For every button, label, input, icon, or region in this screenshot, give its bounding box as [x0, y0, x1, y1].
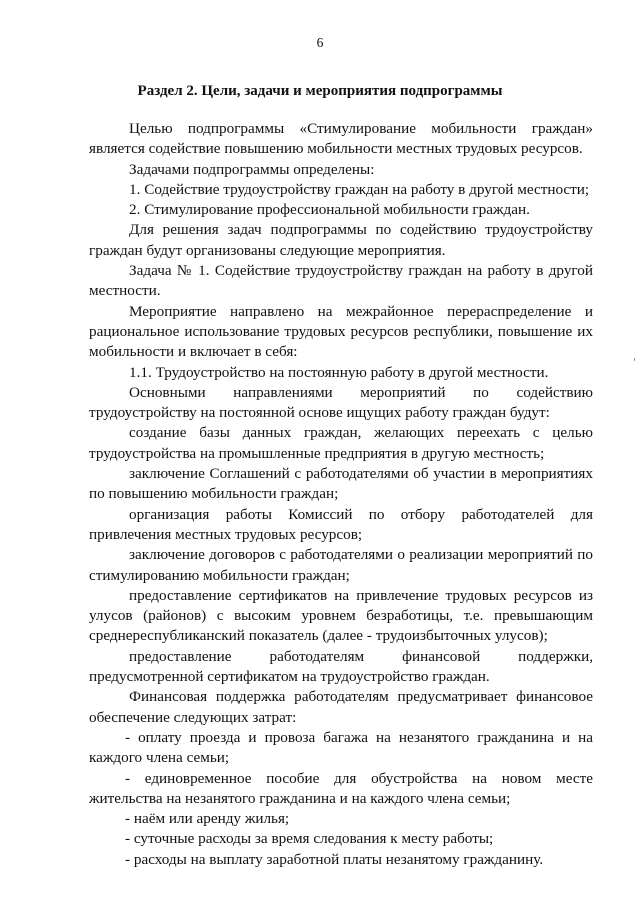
- document-body: [89, 119, 593, 870]
- paragraph-commissions: организация работы Комиссий по отбору работодателей для привлечения местных трудовых ресурсов;: [89, 505, 593, 543]
- paragraph-tasks-intro: Задачами подпрограммы определены:: [129, 160, 375, 178]
- paragraph-financial-support: предоставление работодателям финансовой поддержки, предусмотренной сертификатом на трудоустройство граждан.: [89, 647, 593, 686]
- paragraph-contracts: заключение договоров с работодателями о реализации мероприятий по стимулированию мобильности граждан;: [89, 546, 593, 584]
- list-item-daily-expenses: - суточные расходы за время следования к месту работы;: [125, 830, 494, 848]
- paragraph-database: создание базы данных граждан, желающих переехать с целью трудоустройства на промышленные предприятия в другую местность;: [89, 424, 593, 462]
- paragraph-goal: Целью подпрограммы «Стимулирование мобильности граждан» является содействие повышению мобильности местных трудовых ресурсов.: [89, 120, 593, 158]
- section-heading: Раздел 2. Цели, задачи и мероприятия подпрограммы: [137, 83, 503, 99]
- paragraph-measures-intro: Для решения задач подпрограммы по содействию трудоустройству граждан будут организованы следующие мероприятия.: [89, 221, 593, 259]
- list-item-housing: - наём или аренду жилья;: [125, 810, 290, 828]
- paragraph-task-2: 2. Стимулирование профессиональной мобильности граждан.: [129, 201, 530, 219]
- page-number: 6: [316, 35, 324, 50]
- list-item-salary: - расходы на выплату заработной платы незанятому гражданину.: [125, 850, 544, 868]
- paragraph-subsection-1-1: 1.1. Трудоустройство на постоянную работу в другой местности.: [129, 363, 549, 381]
- list-item-allowance: - единовременное пособие для обустройства на новом месте жительства на незанятого гражданина и на каждого члена семьи;: [89, 769, 593, 807]
- paragraph-task-1: 1. Содействие трудоустройству граждан на работу в другой местности;: [129, 180, 590, 198]
- paragraph-task-heading: Задача № 1. Содействие трудоустройству граждан на работу в другой местности.: [89, 262, 593, 300]
- paragraph-agreements: заключение Соглашений с работодателями об участии в мероприятиях по повышению мобильности граждан;: [89, 465, 593, 503]
- paragraph-main-directions: Основными направлениями мероприятий по содействию трудоустройству на постоянной основе ищущих работу граждан будут:: [89, 383, 593, 422]
- paragraph-certificates: предоставление сертификатов на привлечение трудовых ресурсов из улусов (районов) с высоким уровнем безработицы, т.е. превышающим среднереспубликанский показатель (далее - трудоизбыточных улусов);: [89, 586, 593, 645]
- margin-mark: [634, 358, 635, 361]
- list-item-travel: - оплату проезда и провоза багажа на незанятого гражданина и на каждого члена семьи;: [89, 728, 593, 767]
- paragraph-support-costs-intro: Финансовая поддержка работодателям предусматривает финансовое обеспечение следующих затрат:: [89, 688, 593, 726]
- paragraph-measure-description: Мероприятие направлено на межрайонное перераспределение и рациональное использование трудовых ресурсов республики, повышение их мобильности и включает в себя:: [89, 302, 593, 361]
